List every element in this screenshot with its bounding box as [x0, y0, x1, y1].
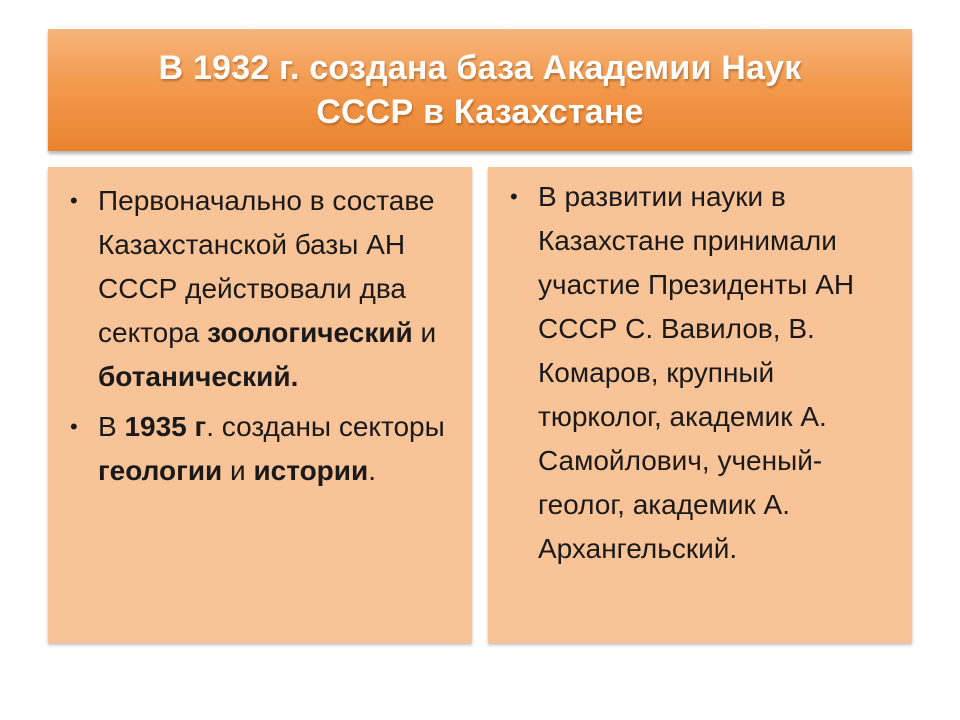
- slide-title: [139, 46, 822, 134]
- bullet-text: .: [368, 455, 376, 486]
- bullet-text: В: [98, 411, 125, 442]
- bullet-dot-icon: •: [70, 188, 78, 213]
- bullet-dot-icon: •: [510, 184, 518, 209]
- bullet-bold-text: геологии: [98, 455, 223, 486]
- bullet-text: . созданы секторы: [206, 411, 445, 442]
- left-content-panel: [48, 167, 472, 643]
- bullet-bold-text: 1935 г: [124, 411, 207, 442]
- bullet-bold-text: ботанический.: [98, 361, 299, 392]
- right-bullet-list: [488, 167, 912, 571]
- right-content-panel: [488, 167, 912, 643]
- bullet-item: [60, 405, 458, 493]
- bullet-bold-text: зоологический: [207, 317, 413, 348]
- bullet-text: В развитии науки в Казахстане принимали участие Президенты АН СССР С. Вавилов, В. Комаров, крупный тюрколог, академик А. Самойлович, ученый-геолог, академик А. Архангельский.: [538, 181, 855, 564]
- title-line-1: В 1932 г. создана база Академии Наук: [158, 49, 802, 87]
- bullet-text: Первоначально в составе Казахстанской базы АН СССР действовали два сектора: [98, 185, 435, 348]
- title-line-2: СССР в Казахстане: [316, 93, 644, 131]
- left-bullet-list: [48, 167, 472, 493]
- bullet-item: [60, 179, 458, 399]
- bullet-item: [500, 175, 898, 571]
- bullet-text: и: [412, 317, 437, 348]
- bullet-text: и: [222, 455, 254, 486]
- bullet-bold-text: истории: [253, 455, 369, 486]
- bullet-dot-icon: •: [70, 414, 78, 439]
- title-bar: [48, 29, 912, 151]
